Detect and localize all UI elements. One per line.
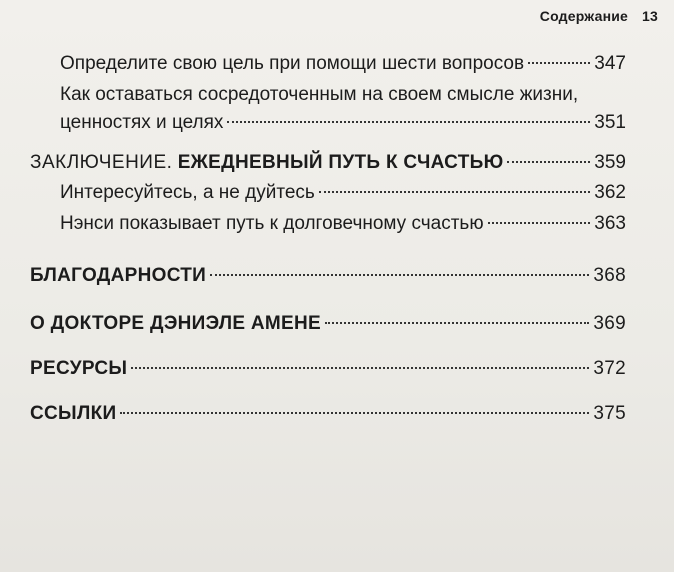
toc-entry-page: 368 — [593, 265, 626, 286]
toc-section-entry — [30, 311, 626, 337]
dot-leader — [210, 274, 589, 276]
toc-section-entry — [30, 356, 626, 382]
section-title: РЕСУРСЫ — [30, 358, 128, 379]
toc-entry-page: 359 — [594, 152, 626, 173]
toc-entry-page: 363 — [594, 213, 626, 234]
chapter-prefix: ЗАКЛЮЧЕНИЕ. — [30, 152, 173, 173]
dot-leader — [325, 322, 589, 324]
dot-leader — [319, 191, 590, 193]
toc-section-entry — [30, 401, 626, 427]
toc-entry-page: 369 — [593, 313, 626, 334]
header-page-number: 13 — [642, 8, 658, 24]
toc-entry — [60, 82, 626, 136]
toc-chapter-entry — [30, 150, 626, 176]
dot-leader — [488, 222, 591, 224]
toc-entry-title: Определите свою цель при помощи шести вопросов — [60, 53, 525, 74]
toc-entry — [60, 180, 626, 206]
toc-entry — [60, 211, 626, 237]
chapter-title: ЕЖЕДНЕВНЫЙ ПУТЬ К СЧАСТЬЮ — [177, 152, 504, 173]
toc-entry-title: Нэнси показывает путь к долговечному счастью — [60, 213, 484, 234]
toc-entry-title-line: ценностях и целях — [60, 112, 224, 133]
section-title: О ДОКТОРЕ ДЭНИЭЛЕ АМЕНЕ — [30, 313, 321, 334]
dot-leader — [120, 412, 589, 414]
toc-entry — [60, 51, 626, 77]
section-title: БЛАГОДАРНОСТИ — [30, 265, 207, 286]
running-header — [540, 8, 658, 24]
toc-entry-page: 372 — [593, 358, 626, 379]
dot-leader — [131, 367, 589, 369]
toc-entry-page: 347 — [594, 53, 626, 74]
dot-leader — [528, 62, 590, 64]
toc-entry-page: 375 — [593, 403, 626, 424]
section-title: ССЫЛКИ — [30, 403, 117, 424]
dot-leader — [227, 121, 590, 123]
toc-entry-page: 351 — [594, 112, 626, 133]
toc-entry-page: 362 — [594, 182, 626, 203]
toc-entry-title-line: Как оставаться сосредоточенным на своем смысле жизни, — [60, 84, 579, 105]
toc-entry-title: Интересуйтесь, а не дуйтесь — [60, 182, 315, 203]
header-section-title: Содержание — [539, 8, 629, 24]
dot-leader — [507, 161, 590, 163]
toc-section-entry — [30, 263, 626, 289]
